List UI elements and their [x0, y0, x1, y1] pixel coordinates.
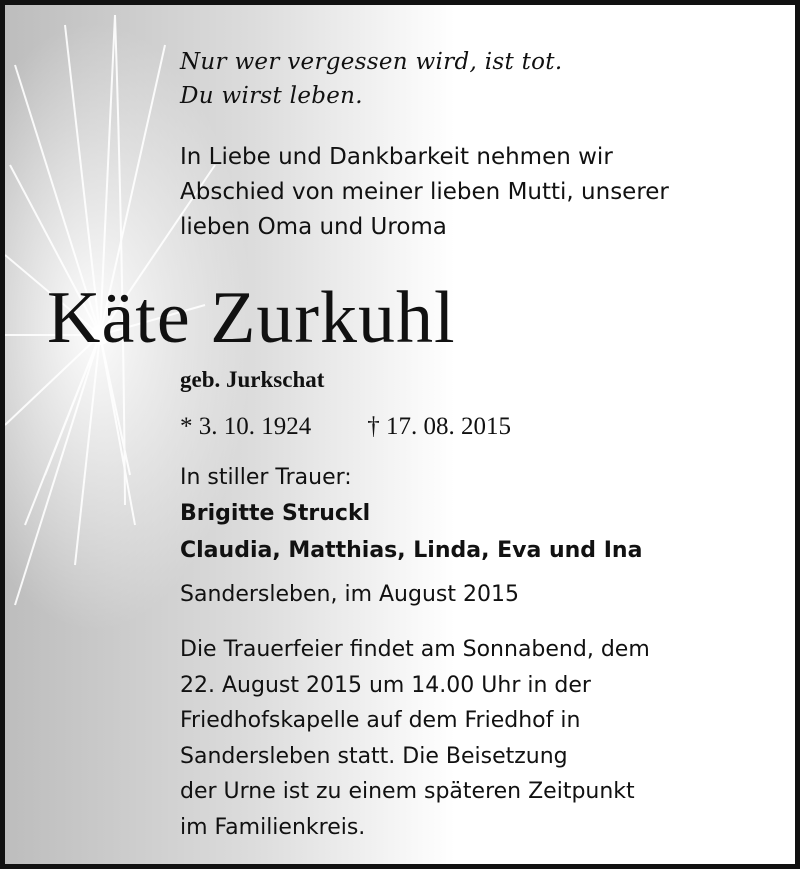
death-date: † 17. 08. 2015 [367, 413, 511, 440]
mourners-list [180, 495, 642, 569]
mourner-name: Brigitte Struckl [180, 501, 371, 526]
quote-line: Du wirst leben. [180, 83, 363, 109]
memorial-quote [180, 45, 562, 113]
funeral-line: Friedhofskapelle auf dem Friedhof in [180, 708, 581, 733]
intro-line: lieben Oma und Uroma [180, 214, 447, 240]
mourner-name: Claudia, Matthias, Linda, Eva und Ina [180, 538, 643, 563]
quote-line: Nur wer vergessen wird, ist tot. [180, 49, 563, 75]
funeral-line: im Familienkreis. [180, 814, 366, 840]
intro-text [180, 140, 669, 245]
funeral-line: Die Trauerfeier findet am Sonnabend, dem [180, 637, 650, 662]
life-dates [180, 410, 511, 444]
mourners-label: In stiller Trauer: [180, 465, 352, 490]
maiden-name: geb. Jurkschat [180, 367, 325, 392]
intro-line: In Liebe und Dankbarkeit nehmen wir [180, 144, 613, 170]
funeral-line: Sandersleben statt. Die Beisetzung [180, 743, 568, 769]
funeral-info [180, 632, 650, 845]
place-date: Sandersleben, im August 2015 [180, 582, 519, 607]
deceased-name: Käte Zurkuhl [47, 277, 456, 359]
funeral-line: 22. August 2015 um 14.00 Uhr in der [180, 672, 591, 698]
intro-line: Abschied von meiner lieben Mutti, unserer [180, 179, 669, 205]
funeral-line: der Urne ist zu einem späteren Zeitpunkt [180, 779, 635, 804]
birth-date: * 3. 10. 1924 [180, 413, 312, 440]
